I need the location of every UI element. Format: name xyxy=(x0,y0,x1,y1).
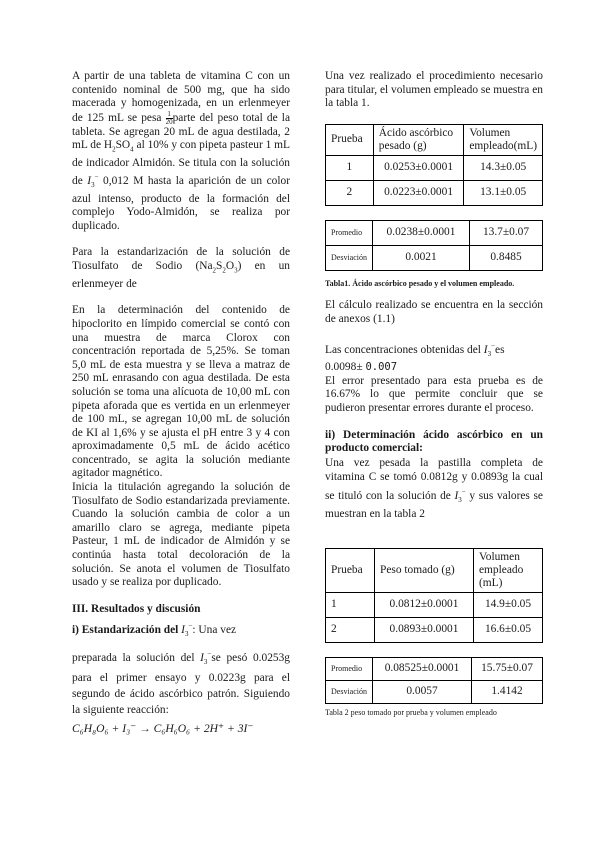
table-1-stats xyxy=(325,220,543,271)
right-column xyxy=(325,70,543,719)
paragraph-standardization: preparada la solución del $I_3^-se$ pesó 0.0253g para el primer ensayo y 0.0223g para el segundo de ácido ascórbico patrón. Siguiendo la siguiente reacción: xyxy=(72,650,290,717)
table-row: 1 0.0253±0.0001 14.3±0.05 xyxy=(326,155,543,180)
table-row: 2 0.0893±0.0001 16.6±0.05 xyxy=(326,617,543,642)
fraction: $\frac{1}{20}$ xyxy=(165,109,173,126)
table-header-row: Prueba Ácido ascórbico pesado (g) Volumen empleado(mL) xyxy=(326,124,543,155)
paragraph-annex-ref: El cálculo realizado se encuentra en la sección de anexos (1.1) xyxy=(325,299,543,325)
table-1 xyxy=(325,124,543,206)
paragraph-error: El error presentado para esta prueba es de 16.67% lo que permite concluir que se pudieron presentar errores durante el proceso. xyxy=(325,374,543,415)
table-2 xyxy=(325,548,543,643)
subsection-standardization: i) Estandarización del $I_3^-$: Una vez xyxy=(72,622,237,639)
paragraph-concentration: Las concentraciones obtenidas del $I_3^-es$ 0.0098± 0.007 xyxy=(325,341,505,374)
section-heading-results: III. Resultados y discusión xyxy=(72,602,201,615)
paragraph-thiosulfate: Para la estandarización de la solución de Tiosulfato de Sodio $(Na_2S_2O_3)$ en un erlenmeyer de xyxy=(72,246,291,290)
subsection-commercial-product: ii) Determinación ácido ascórbico en un producto comercial: xyxy=(325,428,543,455)
table-header-row: Prueba Peso tomado (g) Volumen empleado (mL) xyxy=(326,548,543,592)
table-row: Desviación 0.0057 1.4142 xyxy=(326,680,543,703)
left-column xyxy=(72,70,290,736)
table-row: 1 0.0812±0.0001 14.9±0.05 xyxy=(326,592,543,617)
reaction-equation: C₆H₈O₆ + I₃⁻ → C₆H₆O₆ + 2H⁺ + 3I⁻ xyxy=(72,722,254,736)
table-row: 2 0.0223±0.0001 13.1±0.05 xyxy=(326,180,543,205)
paragraph-titration: Inicia la titulación agregando la solución de Tiosulfato de Sodio estandarizada previamente. Cuando la solución cambia de color a un amarillo claro se agrega, mediante pipeta Pasteur, 1 mL de indicador de Almidón y se continúa hasta total decoloración de la solución. Se anota el volumen de Tiosulfato usado y se realiza por duplicado. xyxy=(72,481,290,589)
table-row: Desviación 0.0021 0.8485 xyxy=(326,245,543,270)
table-1-caption: Tabla1. Ácido ascórbico pesado y el volumen empleado. xyxy=(325,278,515,288)
paragraph-intro-table1: Una vez realizado el procedimiento necesario para titular, el volumen empleado se muestra en la tabla 1. xyxy=(325,70,543,110)
table-2-caption: Tabla 2 peso tomado por prueba y volumen empleado xyxy=(325,707,497,717)
paragraph-vitamin-c-method: A partir de una tableta de vitamina C con un contenido nominal de 500 mg, que ha sido macerada y homogenizada, en un erlenmeyer de 125 mL se pesa $\frac{1}{20}$ parte del peso total de la tableta. Se agregan 20 mL de agua destilada, 2 mL de $H_2SO_4$ al 10% y con pipeta pasteur 1 mL de indicador Almidón. Se titula con la solución de $I_3^-$ 0,012 M hasta la aparición de un color azul intenso, producto de la formación del complejo Yodo-Almidón, se realiza por duplicado. xyxy=(72,70,290,232)
table-row: Promedio 0.08525±0.0001 15.75±0.07 xyxy=(326,657,543,680)
paragraph-hypochlorite: En la determinación del contenido de hipoclorito en límpido comercial se contó con una muestra de marca Clorox con concentración reportada de 5,25%. Se toman 5,0 mL de esta muestra y se lleva a matraz de 250 mL enrasando con agua destilada. De esta solución se toma una alícuota de 10,00 mL con pipeta aforada que es vertida en un erlenmeyer de 100 mL, se agregan 10,00 mL de solución de KI al 1,6% y se ajusta el pH entre 3 y 4 con aproximadamente 0,5 mL de ácido acético concentrado, se agita la solución mediante agitador magnético. xyxy=(72,304,290,480)
table-2-stats xyxy=(325,657,543,704)
table-row: Promedio 0.0238±0.0001 13.7±0.07 xyxy=(326,220,543,245)
paragraph-commercial-product: Una vez pesada la pastilla completa de vitamina C se tomó 0.0812g y 0.0893g la cual se tituló con la solución de $I_3^-$ y sus valores se muestran en la tabla 2 xyxy=(325,456,543,521)
